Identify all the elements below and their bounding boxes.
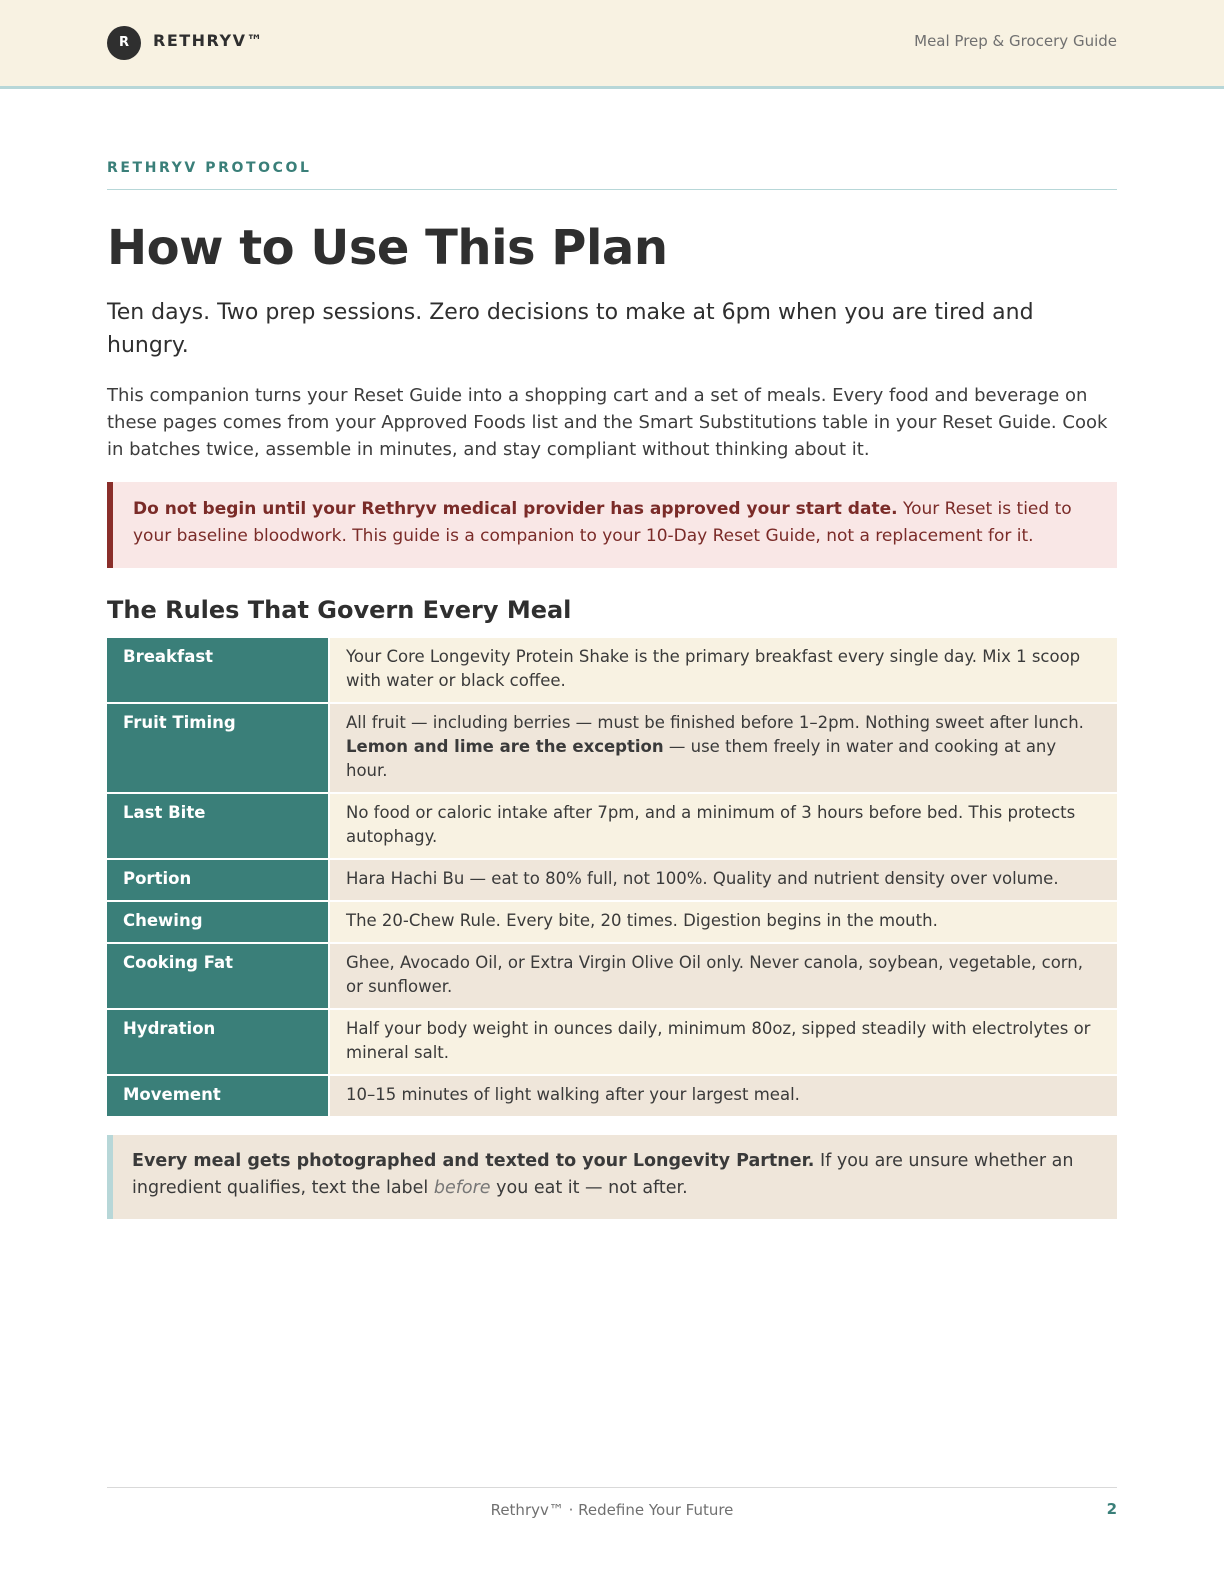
rule-text: Hara Hachi Bu — eat to 80% full, not 100%. Quality and nutrient density over volume. bbox=[329, 859, 1117, 901]
rule-text: No food or caloric intake after 7pm, and a minimum of 3 hours before bed. This protects autophagy. bbox=[329, 793, 1117, 859]
table-row bbox=[107, 859, 1117, 901]
alert-bold-text: Do not begin until your Rethryv medical provider has approved your start date. bbox=[133, 499, 898, 519]
rule-text: Your Core Longevity Protein Shake is the primary breakfast every single day. Mix 1 scoop with water or black coffee. bbox=[329, 638, 1117, 703]
rule-label: Hydration bbox=[107, 1009, 329, 1075]
rules-heading: The Rules That Govern Every Meal bbox=[107, 596, 572, 624]
rules-table bbox=[107, 638, 1117, 1118]
rule-text-bold: Lemon and lime are the exception bbox=[346, 737, 664, 756]
page-title: How to Use This Plan bbox=[107, 220, 668, 276]
rule-text: Half your body weight in ounces daily, minimum 80oz, sipped steadily with electrolytes or mineral salt. bbox=[329, 1009, 1117, 1075]
note-italic-text: before bbox=[433, 1178, 491, 1198]
page-header bbox=[0, 0, 1224, 89]
table-row bbox=[107, 1075, 1117, 1117]
rule-label: Movement bbox=[107, 1075, 329, 1117]
guide-title: Meal Prep & Grocery Guide bbox=[914, 32, 1117, 50]
table-row bbox=[107, 638, 1117, 703]
rule-label: Portion bbox=[107, 859, 329, 901]
table-row bbox=[107, 1009, 1117, 1075]
table-row bbox=[107, 943, 1117, 1009]
footer-tagline: Rethryv™ · Redefine Your Future bbox=[490, 1501, 734, 1519]
table-row bbox=[107, 793, 1117, 859]
note-bold-text: Every meal gets photographed and texted to your Longevity Partner. bbox=[132, 1151, 815, 1171]
rule-text-after: — use them freely in water and cooking at any hour. bbox=[346, 737, 1057, 780]
rule-text-cell bbox=[329, 703, 1117, 793]
note-text-after: you eat it — not after. bbox=[490, 1178, 688, 1198]
table-row bbox=[107, 703, 1117, 793]
alert-text: Your Reset is tied to your baseline bloodwork. This guide is a companion to your 10-Day Reset Guide, not a replacement for it. bbox=[133, 499, 1072, 546]
rule-text: Ghee, Avocado Oil, or Extra Virgin Olive Oil only. Never canola, soybean, vegetable, corn, or sunflower. bbox=[329, 943, 1117, 1009]
brand-name: RETHRYV™ bbox=[153, 31, 264, 50]
main-content bbox=[107, 160, 1117, 1219]
footer-divider bbox=[107, 1487, 1117, 1488]
rule-text: All fruit — including berries — must be finished before 1–2pm. Nothing sweet after lunch. bbox=[346, 713, 1084, 732]
table-row bbox=[107, 901, 1117, 943]
rule-label: Fruit Timing bbox=[107, 703, 329, 793]
rule-text: 10–15 minutes of light walking after your largest meal. bbox=[329, 1075, 1117, 1117]
rule-label: Last Bite bbox=[107, 793, 329, 859]
rule-label: Cooking Fat bbox=[107, 943, 329, 1009]
provider-approval-alert bbox=[107, 482, 1117, 568]
brand-logo-icon: R bbox=[107, 26, 141, 60]
intro-paragraph: This companion turns your Reset Guide into a shopping cart and a set of meals. Every food and beverage on these pages comes from your Approved Foods list and the Smart Substitutions table in your Reset Guide. Cook in batches twice, assemble in minutes, and stay compliant without thinking about it. bbox=[107, 385, 1108, 460]
section-eyebrow: RETHRYV PROTOCOL bbox=[107, 160, 1117, 190]
lead-paragraph: Ten days. Two prep sessions. Zero decisions to make at 6pm when you are tired and hungry. bbox=[107, 300, 1034, 358]
rule-text: The 20-Chew Rule. Every bite, 20 times. Digestion begins in the mouth. bbox=[329, 901, 1117, 943]
page-number: 2 bbox=[1106, 1500, 1117, 1518]
rule-label: Chewing bbox=[107, 901, 329, 943]
longevity-partner-note bbox=[107, 1135, 1117, 1219]
note-text: If you are unsure whether an ingredient qualifies, text the label bbox=[132, 1151, 1074, 1198]
rule-label: Breakfast bbox=[107, 638, 329, 703]
